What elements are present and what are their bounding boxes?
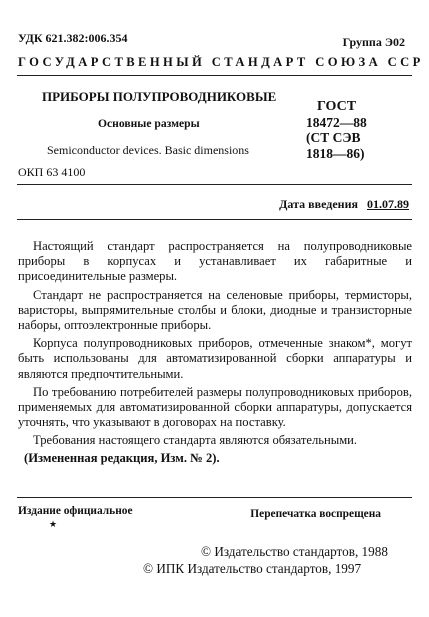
- paragraph-scope: Настоящий стандарт распространяется на полупроводниковые приборы в корпусах и устанавливает их габаритные и присоединительные размеры.: [18, 239, 412, 284]
- document-subtitle: Основные размеры: [98, 117, 200, 130]
- revision-note: (Измененная редакция, Изм. № 2).: [24, 450, 220, 465]
- gost-number: 18472—88: [306, 115, 367, 130]
- standard-org-heading: ГОСУДАРСТВЕННЫЙ СТАНДАРТ СОЮЗА ССР: [18, 55, 424, 69]
- st-sev-number: 1818—86): [306, 146, 365, 161]
- gost-label: ГОСТ: [317, 99, 357, 114]
- paragraph-dimension-clarification: По требованию потребителей размеры полупроводниковых приборов, применяемых для автоматизированной сборки аппаратуры, допускается уточнять, что указывают в договорах на поставку.: [18, 384, 412, 430]
- group-code: Группа Э02: [342, 35, 405, 49]
- copyright-1997: © ИПК Издательство стандартов, 1997: [143, 561, 362, 576]
- intro-date-divider: [17, 219, 412, 220]
- intro-date-value: 01.07.89: [367, 197, 409, 211]
- title-divider: [17, 184, 412, 185]
- intro-date-label: Дата введения: [279, 197, 358, 211]
- header-divider: [17, 75, 412, 76]
- reprint-notice: Перепечатка воспрещена: [250, 508, 381, 520]
- paragraph-exclusions: Стандарт не распространяется на селеновые приборы, термисторы, варисторы, выпрямительные столбы и блоки, диодные и транзисторные наборы, оптоэлектронные приборы.: [18, 287, 412, 333]
- star-icon: ★: [49, 519, 58, 529]
- intro-date: [279, 197, 409, 212]
- standard-body: [18, 239, 412, 466]
- copyright-1988: © Издательство стандартов, 1988: [201, 544, 388, 559]
- document-title-english: Semiconductor devices. Basic dimensions: [47, 143, 249, 157]
- st-sev-label: (СТ СЭВ: [306, 130, 361, 145]
- udc-code: УДК 621.382:006.354: [18, 31, 128, 45]
- paragraph-preferred-packages: Корпуса полупроводниковых приборов, отмеченные знаком*, могут быть использованы для автоматизированной сборки аппаратуры и являются предпочтительными.: [18, 336, 412, 381]
- official-edition-label: Издание официальное: [18, 505, 133, 517]
- footer-divider: [17, 497, 412, 498]
- paragraph-mandatory: Требования настоящего стандарта являются обязательными.: [33, 433, 358, 448]
- okp-code: ОКП 63 4100: [18, 165, 86, 179]
- document-title: ПРИБОРЫ ПОЛУПРОВОДНИКОВЫЕ: [42, 89, 277, 104]
